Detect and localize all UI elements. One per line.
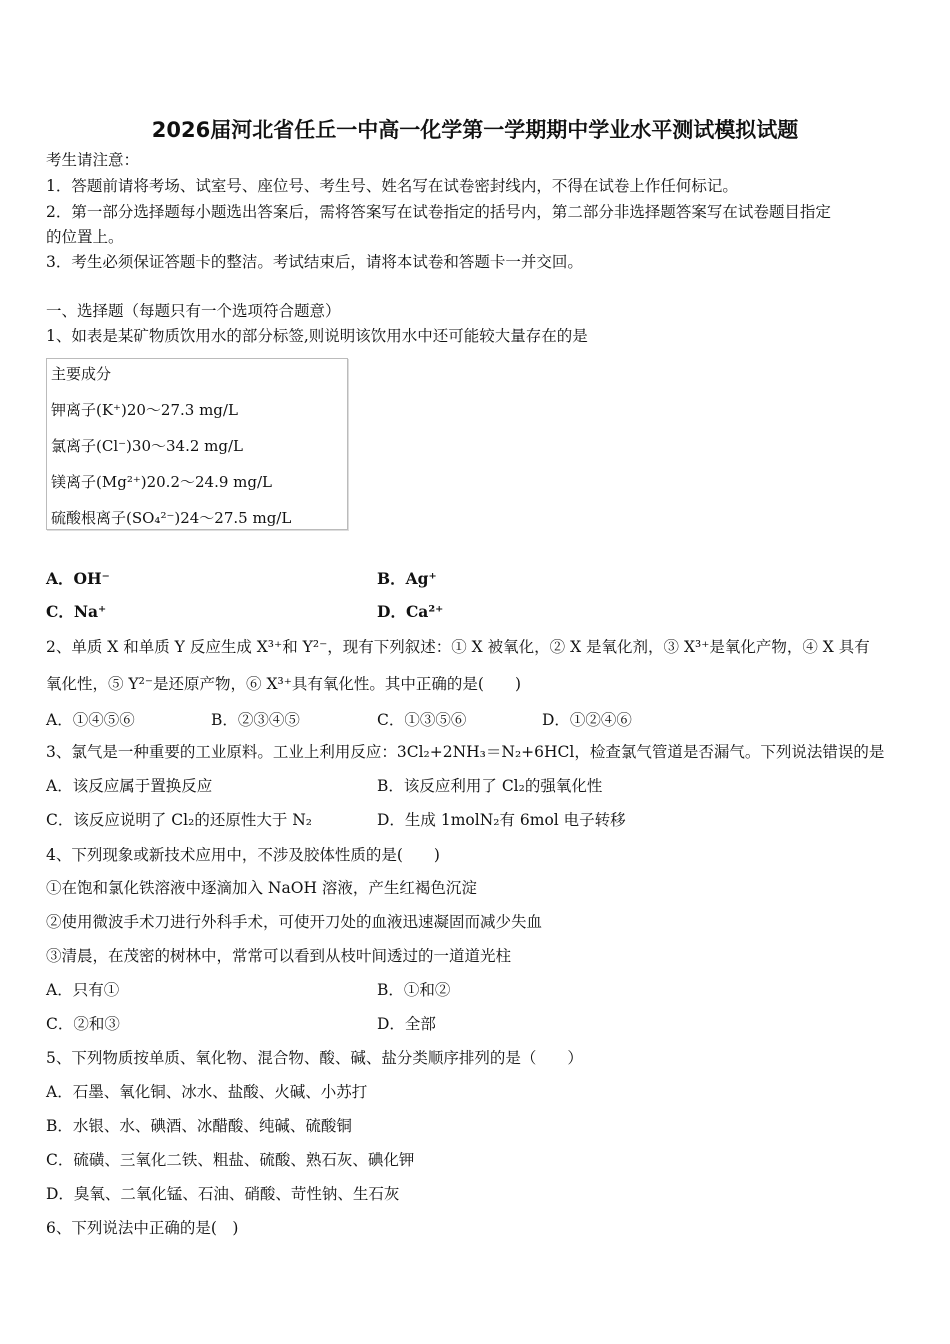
statement-item: ①在饱和氯化铁溶液中逐滴加入 NaOH 溶液，产生红褐色沉淀 bbox=[46, 879, 477, 897]
table-row: 主要成分 bbox=[51, 365, 112, 383]
section-heading: 一、选择题（每题只有一个选项符合题意） bbox=[46, 302, 341, 320]
table-row: 钾离子(K⁺)20～27.3 mg/L bbox=[51, 401, 238, 419]
option-a[interactable]: A．只有① bbox=[46, 981, 120, 999]
page-title: 2026届河北省任丘一中高一化学第一学期期中学业水平测试模拟试题 bbox=[151, 118, 799, 142]
question-6-stem: 6、下列说法中正确的是( ) bbox=[46, 1219, 239, 1237]
question-2-stem: 2、单质 X 和单质 Y 反应生成 X³⁺和 Y²⁻，现有下列叙述：① X 被氧化，② X 是氧化剂，③ X³⁺是氧化产物，④ X 具有 bbox=[46, 638, 870, 656]
option-c[interactable]: C．①③⑤⑥ bbox=[377, 711, 467, 729]
option-b[interactable]: B．水银、水、碘酒、冰醋酸、纯碱、硫酸铜 bbox=[46, 1117, 352, 1135]
option-c[interactable]: C．Na⁺ bbox=[46, 602, 107, 621]
option-b[interactable]: B．该反应利用了 Cl₂的强氧化性 bbox=[377, 777, 603, 795]
question-2-stem-cont: 氧化性，⑤ Y²⁻是还原产物，⑥ X³⁺具有氧化性。其中正确的是( ) bbox=[46, 675, 522, 693]
option-a[interactable]: A．①④⑤⑥ bbox=[46, 711, 135, 729]
table-row: 镁离子(Mg²⁺)20.2～24.9 mg/L bbox=[51, 473, 273, 491]
table-row: 硫酸根离子(SO₄²⁻)24～27.5 mg/L bbox=[51, 509, 292, 527]
option-b[interactable]: B．Ag⁺ bbox=[377, 569, 437, 588]
option-c[interactable]: C．该反应说明了 Cl₂的还原性大于 N₂ bbox=[46, 811, 313, 829]
option-d[interactable]: D．臭氧、二氧化锰、石油、硝酸、苛性钠、生石灰 bbox=[46, 1185, 400, 1203]
option-b[interactable]: B．①和② bbox=[377, 981, 451, 999]
option-d[interactable]: D．生成 1molN₂有 6mol 电子转移 bbox=[377, 811, 626, 829]
notice-item: 1．答题前请将考场、试室号、座位号、考生号、姓名写在试卷密封线内，不得在试卷上作任何标记。 bbox=[46, 177, 738, 195]
question-1-stem: 1、如表是某矿物质饮用水的部分标签,则说明该饮用水中还可能较大量存在的是 bbox=[46, 327, 588, 345]
table-row: 氯离子(Cl⁻)30～34.2 mg/L bbox=[51, 437, 243, 455]
option-b[interactable]: B．②③④⑤ bbox=[211, 711, 300, 729]
option-c[interactable]: C．硫磺、三氧化二铁、粗盐、硫酸、熟石灰、碘化钾 bbox=[46, 1151, 415, 1169]
statement-item: ②使用微波手术刀进行外科手术，可使开刀处的血液迅速凝固而减少失血 bbox=[46, 913, 543, 931]
option-a[interactable]: A．石墨、氧化铜、冰水、盐酸、火碱、小苏打 bbox=[46, 1083, 368, 1101]
question-4-stem: 4、下列现象或新技术应用中，不涉及胶体性质的是( ) bbox=[46, 846, 440, 864]
question-3-stem: 3、氯气是一种重要的工业原料。工业上利用反应：3Cl₂+2NH₃＝N₂+6HCl，检查氯气管道是否漏气。下列说法错误的是 bbox=[46, 743, 885, 761]
option-c[interactable]: C．②和③ bbox=[46, 1015, 120, 1033]
question-5-stem: 5、下列物质按单质、氧化物、混合物、酸、碱、盐分类顺序排列的是（ ） bbox=[46, 1049, 583, 1067]
statement-item: ③清晨，在茂密的树林中，常常可以看到从枝叶间透过的一道道光柱 bbox=[46, 947, 512, 965]
option-d[interactable]: D．全部 bbox=[377, 1015, 436, 1033]
mineral-water-label-table bbox=[46, 358, 348, 530]
notice-item: 的位置上。 bbox=[46, 228, 124, 246]
notice-heading: 考生请注意： bbox=[46, 151, 140, 169]
option-a[interactable]: A．该反应属于置换反应 bbox=[46, 777, 213, 795]
option-d[interactable]: D．Ca²⁺ bbox=[377, 602, 444, 621]
option-a[interactable]: A．OH⁻ bbox=[46, 569, 110, 588]
notice-item: 3．考生必须保证答题卡的整洁。考试结束后，请将本试卷和答题卡一并交回。 bbox=[46, 253, 583, 271]
option-d[interactable]: D．①②④⑥ bbox=[542, 711, 632, 729]
notice-item: 2．第一部分选择题每小题选出答案后，需将答案写在试卷指定的括号内，第二部分非选择题答案写在试卷题目指定 bbox=[46, 203, 831, 221]
